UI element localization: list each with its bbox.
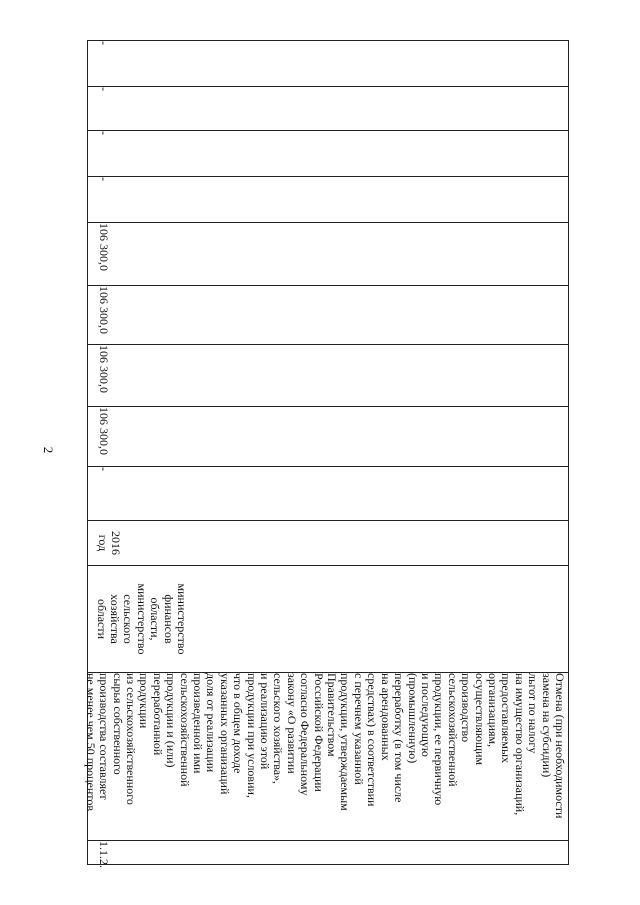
page-number: 2	[41, 446, 56, 454]
cell-text: 106 300,0	[97, 286, 111, 334]
row-divider	[87, 130, 568, 131]
cell-col9	[88, 223, 110, 285]
row-divider	[87, 520, 568, 521]
cell-col6	[88, 407, 110, 466]
table-border-bottom	[87, 864, 568, 865]
cell-col13	[88, 41, 110, 86]
cell-text: Отмена (при необходимости замена на субсидии) льгот по налогу на имущество организаций, предоставляемых организациям, осуществляющим производство сельскохозяйственной продукции, ее первичную и последующую (промышленную) переработку (в том числе на арендованных средствах) в соответствии с перечнем указанной продукции, утверждаемым Правительством Российской Федерации согласно Федеральному закону «О развитии сельского хозяйства», и реализацию этой продукции при условии, что в общем доходе указанных организаций доля от реализации произведенной ими сельскохозяйственной продукции и (или) переработанной продукции из сельскохозяйственного сырья собственного производства составляет не менее чем 50 процентов	[83, 673, 567, 819]
cell-executor	[88, 566, 188, 672]
cell-col10	[88, 177, 110, 222]
row-divider	[87, 406, 568, 407]
cell-col5	[88, 467, 110, 520]
cell-text: 106 300,0	[97, 407, 111, 455]
cell-col7	[88, 345, 110, 406]
cell-text: -	[97, 177, 111, 181]
cell-col12	[88, 87, 110, 130]
row-divider	[87, 86, 568, 87]
cell-text: 2016 год	[95, 531, 123, 555]
table-border-top	[87, 40, 568, 41]
cell-text: -	[97, 87, 111, 91]
cell-term	[88, 521, 122, 565]
row-divider	[87, 285, 568, 286]
cell-col11	[88, 131, 110, 176]
cell-measure	[83, 673, 567, 840]
cell-text: 106 300,0	[97, 223, 111, 271]
row-divider	[87, 840, 568, 841]
cell-text: -	[97, 41, 111, 45]
cell-number	[88, 841, 111, 868]
cell-text: 1.1.2.	[97, 841, 111, 868]
row-divider	[87, 344, 568, 345]
cell-text: 106 300,0	[97, 345, 111, 393]
table-border-right	[568, 40, 569, 865]
row-divider	[87, 222, 568, 223]
cell-text: -	[97, 131, 111, 135]
row-divider	[87, 176, 568, 177]
cell-text: -	[97, 467, 111, 471]
cell-text: министерство финансов области, министерство сельского хозяйства области	[94, 583, 189, 655]
cell-col8	[88, 286, 110, 344]
row-divider	[87, 466, 568, 467]
